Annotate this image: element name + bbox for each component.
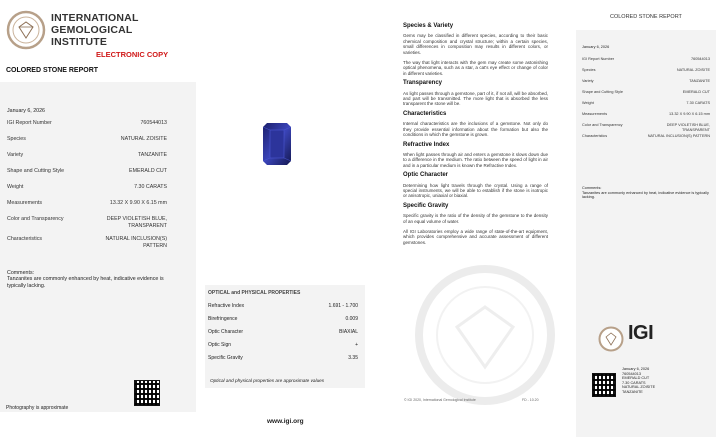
section-para: When light passes through air and enters a gemstone it slows down due to a difference in the medium. The ratio between the speed of light in air and in a particular medium is known the Refractive Index. [403,151,548,168]
org-line-2: GEMOLOGICAL [51,24,133,36]
optical-note: Optical and physical properties are approximate values [210,378,325,383]
section-para: All IGI Laboratories employ a wide range of state-of-the-art equipment, which provides comprehensive and accurate assessment of different gemstones. [403,228,548,245]
form-code: FD - 10.20 [522,398,539,402]
section-para: As light passes through a gemstone, part of it, if not all, will be absorbed, and part will be transmitted. The more light that is absorbed the less transparent the stone will be. [403,90,548,107]
section-para: Internal characteristics are the inclusions of a gemstone. Not only do they provide essential information about the formation but also the conditions in which the gemstone is grown. [403,121,548,138]
stub-date: January 6, 2026 [582,45,610,49]
section-title: Characteristics [403,110,447,117]
section-para: Determining how light travels through the crystal. Using a range of special instruments, we will be able to establish if the stone is isotropic or anisotropic, uniaxial or biaxial. [403,182,548,199]
qr-code-icon[interactable] [134,380,160,406]
section-para: The way that light interacts with the gem may create some astonishing optical phenomena, such as a star, a cat's eye effect or change of color in different varieties. [403,60,548,76]
org-line-1: INTERNATIONAL [51,12,139,24]
igi-logo-text: IGI [628,322,654,344]
reference-text [403,20,548,250]
optical-title: OPTICAL and PHYSICAL PROPERTIES [208,290,301,296]
section-para: Gems may be classified in different species, according to their basic chemical composition and crystal structure; within a certain species, small differences in composition may results in different colors, or varieties. [403,33,548,55]
igi-seal-icon [6,10,46,50]
section-title: Transparency [403,80,443,87]
website-link[interactable]: www.igi.org [267,418,304,425]
report-date: January 6, 2026 [7,108,45,114]
section-title: Species & Variety [403,23,454,29]
stub-comments-label: Comments: [582,186,602,190]
section-title: Specific Gravity [403,202,449,209]
stub-comments [582,186,712,200]
comments-label: Comments: [7,270,35,276]
comments-text: Tanzanites are commonly enhanced by heat, indicative evidence is typically lacking. [7,276,164,289]
comments-block [7,270,177,289]
electronic-copy-label: ELECTRONIC COPY [96,50,169,59]
stub-sticker: January 6, 2026 760544013 EMERALD CUT 7.30 CARATS NATURAL ZOISITE TANZANITE [622,367,656,394]
watermark-seal-icon [395,255,565,405]
section-para: Specific gravity is the ratio of the density of the gemstone to the density of an equal volume of water. [403,213,548,224]
report-title: COLORED STONE REPORT [6,67,99,74]
org-name [51,12,139,48]
section-title: Refractive Index [403,141,450,148]
org-line-3: INSTITUTE [51,36,108,48]
stub-title: COLORED STONE REPORT [610,14,682,20]
gemstone-image [263,123,291,165]
igi-logo-seal-icon [598,326,624,352]
section-title: Optic Character [403,172,449,179]
photo-note: Photography is approximate [6,405,69,411]
copyright-footer: © IGI 2020, International Gemological Institute [404,398,476,402]
stub-qr-code-icon[interactable] [592,373,616,397]
stub-comments-text: Tanzanites are commonly enhanced by heat, indicative evidence is typically lacking. [582,190,709,200]
optical-properties-panel: OPTICAL and PHYSICAL PROPERTIES Refractive Index 1.691 - 1.700 Birefringence 0.009 Optic Character BIAXIAL Optic Sign + Specific Gravity 3.35 [205,285,365,388]
